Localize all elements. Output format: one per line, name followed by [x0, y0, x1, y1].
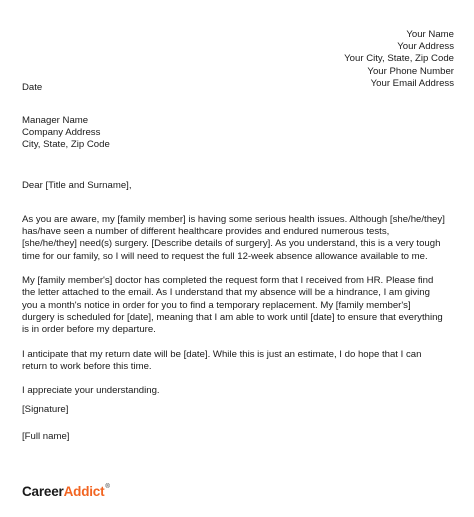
letter-body	[22, 214, 456, 410]
recipient-name: Manager Name	[22, 115, 89, 126]
text-line: My [family member's] doctor has completed the request form that I received from HR. Please find	[22, 275, 434, 287]
paragraph-4	[22, 385, 456, 397]
text-line: durgery is scheduled for [date], meaning that I am able to work until [date] to ensure that everything	[22, 311, 443, 323]
sender-phone: Your Phone Number	[367, 65, 454, 77]
text-line: you a month's notice in order for you to find a temporary replacement. My [family member's]	[22, 299, 411, 311]
signature-block	[22, 404, 69, 443]
text-line: [she/he/they] need(s) surgery. [Describe details of surgery]. As you understand, this is a very tough	[22, 238, 441, 250]
text-line: I appreciate your understanding.	[22, 385, 160, 397]
sender-email: Your Email Address	[370, 77, 454, 89]
paragraph-2	[22, 275, 456, 336]
letter-date: Date	[22, 82, 43, 93]
salutation: Dear [Title and Surname],	[22, 180, 132, 191]
careeraddict-logo	[22, 484, 110, 499]
sender-address: Your Address	[397, 41, 454, 53]
registered-mark: ®	[105, 484, 110, 490]
sender-city-state-zip: Your City, State, Zip Code	[344, 53, 454, 65]
text-line: As you are aware, my [family member] is having some serious health issues. Although [she/he/they]	[22, 214, 445, 225]
sender-block	[344, 29, 454, 90]
full-name-placeholder: [Full name]	[22, 431, 70, 443]
recipient-city-state-zip: City, State, Zip Code	[22, 139, 110, 151]
sender-name: Your Name	[406, 29, 454, 40]
logo-text-career: Career	[22, 484, 64, 499]
text-line: time for our family, so I will need to request the full 12-week absence allowance available to me.	[22, 250, 428, 262]
paragraph-3	[22, 349, 456, 373]
text-line: is in order before my departure.	[22, 324, 156, 336]
recipient-block	[22, 115, 110, 152]
text-line: I anticipate that my return date will be [date]. While this is just an estimate, I do hope that I can	[22, 348, 422, 360]
recipient-company-address: Company Address	[22, 127, 101, 139]
signature-placeholder: [Signature]	[22, 404, 69, 415]
text-line: has/have seen a number of different healthcare provides and endured numerous tests,	[22, 226, 390, 238]
text-line: the letter attached to the email. As I understand that my absence will be a hindrance, I am giving	[22, 287, 430, 299]
logo-text-addict: Addict	[63, 484, 105, 499]
text-line: return to work before this time.	[22, 360, 152, 372]
paragraph-1	[22, 214, 456, 263]
